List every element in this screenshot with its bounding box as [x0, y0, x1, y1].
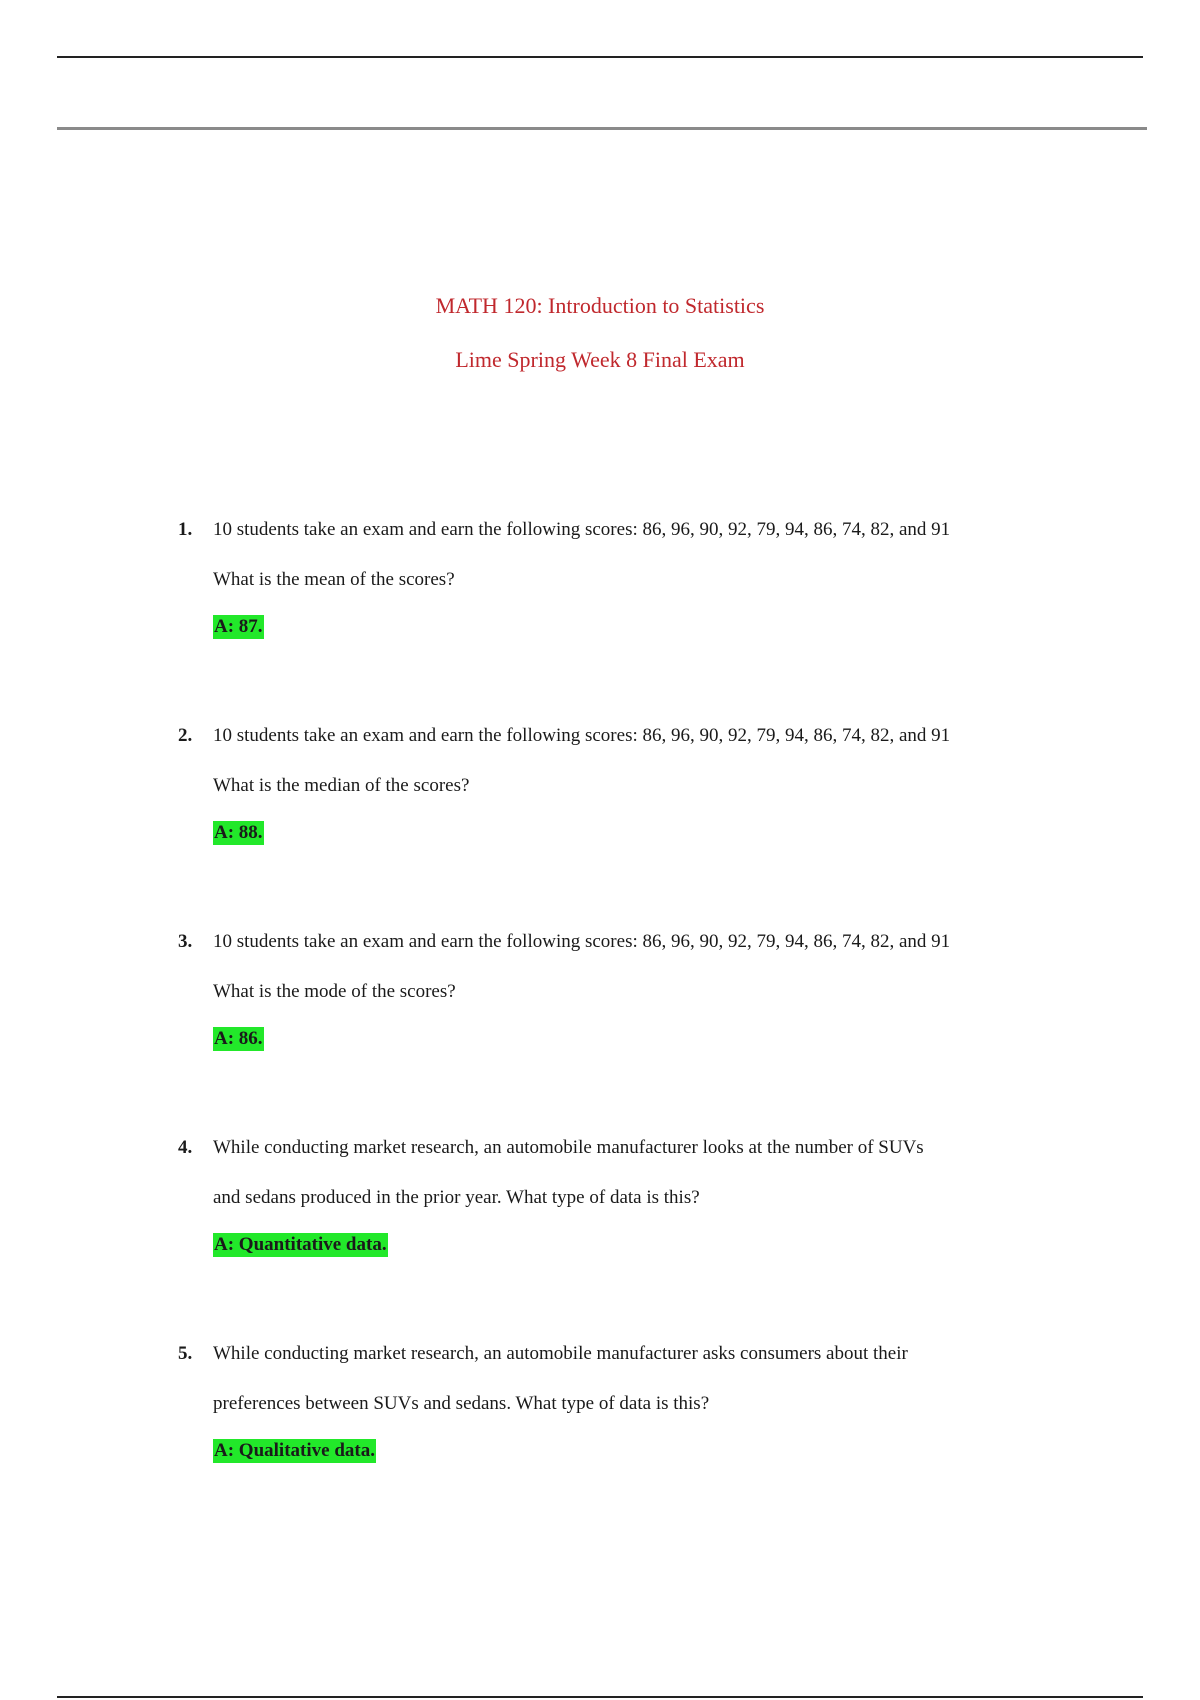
question-text-line: 10 students take an exam and earn the following scores: 86, 96, 90, 92, 79, 94, 86, 74, 82, and 91	[213, 519, 951, 540]
exam-title: Lime Spring Week 8 Final Exam	[455, 347, 745, 372]
answer-highlight: A: 88.	[214, 822, 263, 843]
question-text-line: While conducting market research, an automobile manufacturer looks at the number of SUVs	[213, 1137, 924, 1158]
answer-highlight: A: Qualitative data.	[214, 1440, 375, 1461]
question-text-line: What is the mean of the scores?	[213, 569, 455, 590]
bottom-rule	[57, 1696, 1143, 1698]
top-rule	[57, 56, 1143, 58]
question-text-line: What is the mode of the scores?	[213, 981, 456, 1002]
question-body	[213, 927, 1073, 1051]
question-number: 4.	[178, 1137, 193, 1158]
question-number: 1.	[178, 519, 193, 540]
answer-highlight: A: Quantitative data.	[214, 1234, 387, 1255]
answer-highlight: A: 87.	[214, 616, 263, 637]
question-body	[213, 1133, 1073, 1257]
question-text-line: and sedans produced in the prior year. What type of data is this?	[213, 1187, 700, 1208]
course-title: MATH 120: Introduction to Statistics	[435, 293, 765, 318]
question-number: 3.	[178, 931, 193, 952]
title-block	[0, 288, 1200, 396]
header-rule	[57, 127, 1147, 130]
question-body	[213, 721, 1073, 845]
question-text-line: 10 students take an exam and earn the following scores: 86, 96, 90, 92, 79, 94, 86, 74, 82, and 91	[213, 725, 951, 746]
question-text-line: preferences between SUVs and sedans. What type of data is this?	[213, 1393, 710, 1414]
question-number: 2.	[178, 725, 193, 746]
answer-highlight: A: 86.	[214, 1028, 263, 1049]
question-text-line: What is the median of the scores?	[213, 775, 470, 796]
question-text-line: While conducting market research, an automobile manufacturer asks consumers about their	[213, 1343, 908, 1364]
question-number: 5.	[178, 1343, 193, 1364]
question-text-line: 10 students take an exam and earn the following scores: 86, 96, 90, 92, 79, 94, 86, 74, 82, and 91	[213, 931, 951, 952]
question-body	[213, 515, 1073, 639]
question-body	[213, 1339, 1073, 1463]
